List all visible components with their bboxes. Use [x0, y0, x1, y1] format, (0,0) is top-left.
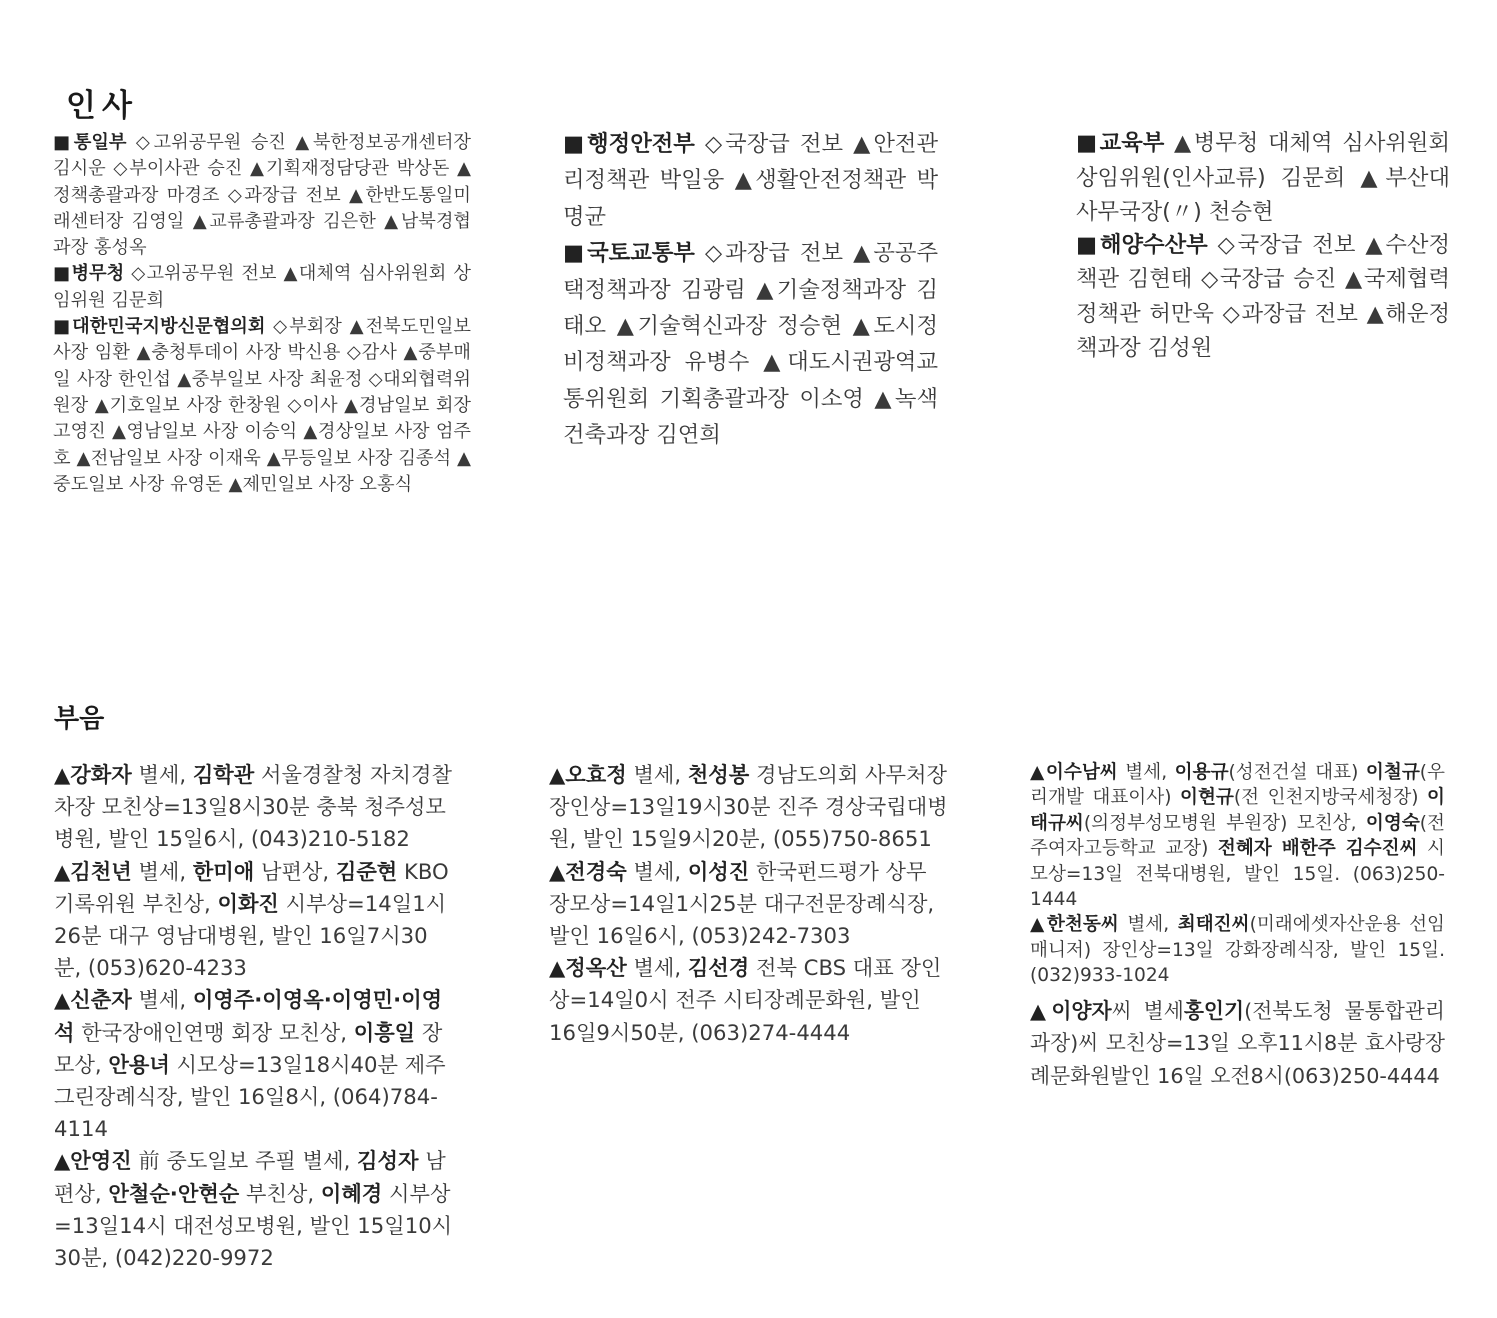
deceased-name: ▲강화자 — [54, 762, 132, 787]
personnel-details: ◇고위공무원 전보 ▲대체역 심사위원회 상임위원 김문희 — [53, 263, 471, 311]
personnel-org: ■병무청 — [53, 263, 125, 285]
bereaved-name: 이혜경 — [320, 1180, 383, 1206]
personnel-column-3 — [1076, 126, 1450, 366]
bereaved-name: 이성진 — [687, 858, 750, 884]
obituary-entry — [54, 759, 454, 856]
obituary-text: 경남도의회 사무처장 장인상=13일19시30분 진주 경상국립대병원, 발인 15일9시20분, (055)750-8651 — [549, 762, 948, 852]
obituary-text: 시모상=13일 전북대병원, 발인 15일. (063)250-1444 — [1030, 838, 1445, 911]
obituary-text: 前 중도일보 주필 별세, — [131, 1148, 358, 1174]
personnel-details: ◇국장급 전보 ▲수산정책관 김현태 ◇국장급 승진 ▲국제협력정책관 허만욱 ◇과장급 전보 ▲해운정책과장 김성원 — [1076, 231, 1450, 361]
bereaved-name: 김선경 — [687, 955, 750, 981]
obituary-text: (전 인천지방국세청장) — [1233, 787, 1428, 809]
personnel-column-1 — [53, 130, 471, 498]
bereaved-name: 김준현 — [335, 858, 398, 884]
obituary-text: 별세, — [626, 762, 688, 787]
deceased-name: ▲정옥산 — [549, 955, 627, 981]
deceased-name: ▲이수남씨 — [1030, 762, 1118, 783]
personnel-org: ■통일부 — [53, 132, 127, 153]
bereaved-name: 김학관 — [192, 762, 255, 787]
deceased-name: ▲한천동씨 — [1030, 914, 1119, 936]
obituary-text: 한국펀드평가 상무 장모상=14일1시25분 대구전문장례식장, 발인 16일6시, (053)242-7303 — [549, 858, 935, 949]
bereaved-name: 이화진 — [217, 890, 279, 916]
obituary-text: 한국장애인연맹 회장 모친상, — [74, 1019, 354, 1045]
obituary-text: 장모상, — [54, 1019, 443, 1077]
personnel-entry — [53, 261, 471, 314]
deceased-name: ▲신춘자 — [54, 987, 132, 1013]
personnel-org: ■국토교통부 — [563, 240, 695, 267]
obituary-entry — [54, 984, 454, 1145]
obituary-text: (미래에셋자산운용 선임매니저) 장인상=13일 강화장례식장, 발인 15일. (032)933-1024 — [1030, 914, 1446, 987]
obituary-text: 시부상=13일14시 대전성모병원, 발인 15일10시30분, (042)220-9972 — [54, 1180, 453, 1271]
obituary-column-2 — [549, 759, 949, 1049]
personnel-entry — [563, 235, 938, 453]
bereaved-name: 이현규 — [1179, 787, 1234, 809]
personnel-column-2 — [563, 126, 938, 454]
obituary-text: 전북 CBS 대표 장인상=14일0시 전주 시티장례문화원, 발인 16일9시50분, (063)274-4444 — [549, 955, 942, 1045]
obituary-text: 별세, — [626, 858, 688, 884]
obituary-entry — [549, 952, 949, 1049]
deceased-name: ▲안영진 — [54, 1148, 132, 1174]
personnel-details: ▲병무청 대체역 심사위원회 상임위원(인사교류) 김문희 ▲부산대 사무국장(〃) 천승현 — [1076, 130, 1450, 225]
bereaved-name: 한미애 — [192, 858, 255, 884]
deceased-name: ▲전경숙 — [549, 858, 627, 884]
obituary-text: (의정부성모병원 부원장) 모친상, — [1083, 812, 1366, 834]
personnel-entry — [53, 130, 471, 261]
personnel-details: ◇국장급 전보 ▲안전관리정책관 박일웅 ▲생활안전정책관 박명균 — [563, 131, 938, 230]
obituary-text: 씨 별세 — [1111, 998, 1184, 1023]
obituary-text: (전주여자고등학교 교장) — [1030, 812, 1445, 860]
personnel-entry — [563, 126, 938, 235]
personnel-org: ■행정안전부 — [563, 131, 695, 157]
bereaved-name: 전혜자 배한주 김수진씨 — [1217, 838, 1418, 860]
obituary-column-1 — [54, 759, 454, 1274]
obituary-text: 별세, — [1117, 762, 1175, 783]
obituary-text: 별세, — [131, 987, 193, 1013]
obituary-entry — [54, 856, 454, 985]
personnel-entry — [1076, 126, 1450, 230]
bereaved-name: 이철규 — [1365, 762, 1420, 783]
bereaved-name: 안철순·안현순 — [108, 1180, 240, 1206]
obituary-text: 별세, — [131, 762, 193, 787]
obituary-entry — [549, 759, 949, 856]
obituary-text: (전북도청 물통합관리과장)씨 모친상=13일 오후11시8분 효사랑장례문화원발인 16일 오전8시(063)250-4444 — [1030, 998, 1445, 1088]
deceased-name: ▲김천년 — [54, 858, 132, 884]
obituary-entry — [549, 856, 949, 953]
bereaved-name: 이영주·이영옥·이영민·이영석 — [54, 987, 443, 1045]
bereaved-name: 최태진씨 — [1177, 914, 1250, 936]
obituary-text: (성전건설 대표) — [1228, 762, 1366, 783]
obituary-text: 남편상, — [254, 858, 336, 884]
bereaved-name: 이태규씨 — [1030, 787, 1445, 834]
obituary-entry — [1030, 912, 1445, 988]
obituary-text: 별세, — [626, 955, 688, 981]
personnel-entry — [1076, 228, 1450, 366]
bereaved-name: 홍인기 — [1183, 998, 1245, 1023]
personnel-org: ■해양수산부 — [1076, 231, 1208, 258]
personnel-section-title: 인사 — [66, 88, 138, 124]
obituary-text: 시부상=14일1시26분 대구 영남대병원, 발인 16일7시30분, (053)620-4233 — [54, 890, 447, 981]
bereaved-name: 김성자 — [357, 1148, 419, 1174]
obituary-entry — [1030, 995, 1445, 1093]
personnel-entry — [53, 314, 471, 498]
deceased-name: ▲이양자 — [1030, 998, 1112, 1023]
obituary-text: KBO 기록위원 부친상, — [54, 858, 449, 916]
personnel-org: ■대한민국지방신문협의회 — [53, 316, 266, 338]
obituary-text: 남편상, — [54, 1148, 446, 1206]
bereaved-name: 이용규 — [1174, 762, 1229, 783]
personnel-details: ◇과장급 전보 ▲공공주택정책과장 김광림 ▲기술정책과장 김태오 ▲기술혁신과장 정승현 ▲도시정비정책과장 유병수 ▲대도시권광역교통위원회 기획총괄과장 이소영 ▲녹색건축과장 김연희 — [563, 240, 938, 449]
obituary-entry — [1030, 760, 1445, 912]
personnel-details: ◇고위공무원 승진 ▲북한정보공개센터장 김시운 ◇부이사관 승진 ▲기획재정담당관 박상돈 ▲정책총괄과장 마경조 ◇과장급 전보 ▲한반도통일미래센터장 김영일 ▲교류총괄과장 김은한 ▲남북경협과장 홍성옥 — [53, 132, 471, 259]
obituary-text: 부친상, — [239, 1180, 321, 1206]
obituary-text: 별세, — [131, 858, 193, 884]
obituary-text: (우리개발 대표이사) — [1030, 762, 1445, 809]
bereaved-name: 이영숙 — [1365, 812, 1420, 834]
obituary-section-title: 부음 — [54, 704, 105, 734]
personnel-org: ■교육부 — [1076, 130, 1165, 156]
personnel-details: ◇부회장 ▲전북도민일보 사장 임환 ▲충청투데이 사장 박신용 ◇감사 ▲중부매일 사장 한인섭 ▲중부일보 사장 최윤정 ◇대외협력위원장 ▲기호일보 사장 한창원 ◇이사 ▲경남일보 회장 고영진 ▲영남일보 사장 이승익 ▲경상일보 사장 엄주호 ▲전남일보 사장 이재욱 ▲무등일보 사장 김종석 ▲중도일보 사장 유영돈 ▲제민일보 사장 오홍식 — [53, 316, 471, 495]
obituary-text: 시모상=13일18시40분 제주 그린장례식장, 발인 16일8시, (064)784-4114 — [54, 1051, 446, 1142]
deceased-name: ▲오효정 — [549, 762, 627, 787]
bereaved-name: 천성봉 — [687, 762, 750, 787]
obituary-text: 서울경찰청 자치경찰차장 모친상=13일8시30분 충북 청주성모병원, 발인 15일6시, (043)210-5182 — [54, 762, 452, 852]
bereaved-name: 안용녀 — [108, 1051, 170, 1077]
obituary-entry — [54, 1145, 454, 1274]
obituary-text: 별세, — [1118, 914, 1178, 936]
bereaved-name: 이흥일 — [353, 1019, 416, 1045]
obituary-column-3 — [1030, 760, 1445, 1092]
